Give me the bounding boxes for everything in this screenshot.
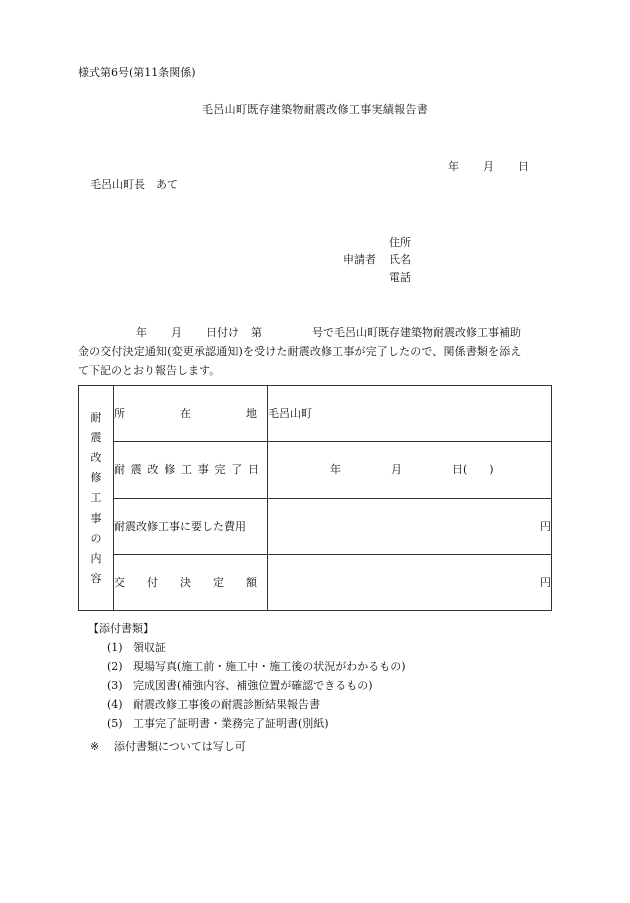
date-year: 年 — [448, 160, 459, 173]
work-details-table — [78, 385, 552, 611]
side-char: 事 — [90, 511, 102, 525]
attachment-item — [107, 641, 166, 654]
label-char: 付 — [147, 575, 158, 589]
label-char: 震 — [130, 463, 142, 477]
completion-label — [114, 442, 268, 498]
location-label — [114, 386, 268, 442]
completion-year: 年 — [330, 463, 341, 477]
body-day-dated: 日付け — [206, 326, 239, 339]
label-char: 耐 — [114, 463, 125, 477]
label-char: 定 — [213, 575, 224, 589]
note-text: 添付書類については写し可 — [114, 740, 246, 753]
submission-date — [448, 160, 529, 173]
table-row-grant — [79, 554, 552, 610]
label-char: 地 — [246, 407, 257, 421]
side-char: 容 — [90, 572, 102, 586]
side-char: 内 — [90, 551, 102, 565]
side-label — [79, 386, 114, 611]
attachment-number: (2) — [107, 660, 123, 673]
attachments-heading: 【添付書類】 — [88, 622, 154, 635]
side-char: 震 — [90, 430, 102, 444]
applicant-role-label: 申請者 — [343, 253, 376, 266]
attachment-text: 現場写真(施工前・施工中・施工後の状況がわかるもの) — [133, 660, 406, 673]
label-char: 決 — [180, 575, 191, 589]
table-row-location — [79, 386, 552, 442]
attachment-text: 工事完了証明書・業務完了証明書(別紙) — [133, 717, 329, 730]
label-char: 日 — [248, 463, 259, 477]
completion-day: 日( ) — [452, 463, 494, 477]
label-char: 額 — [246, 575, 257, 589]
attachment-text: 完成図書(補強内容、補強位置が確認できるもの) — [133, 679, 373, 692]
attachment-text: 耐震改修工事後の耐震診断結果報告書 — [133, 698, 320, 711]
table-row-completion — [79, 442, 552, 498]
label-char: 事 — [197, 463, 209, 477]
label-char: 在 — [180, 407, 191, 421]
form-number: 様式第6号(第11条関係) — [78, 66, 196, 79]
body-line-1 — [78, 326, 521, 339]
attachment-item — [107, 679, 373, 692]
completion-date-value — [268, 442, 552, 498]
body-line-2: 金の交付決定通知(変更承認通知)を受けた耐震改修工事が完了したので、関係書類を添え — [78, 345, 522, 358]
addressee: 毛呂山町長 あて — [90, 178, 178, 191]
body-month: 月 — [171, 326, 182, 339]
body-line1-rest: 号で毛呂山町既存建築物耐震改修工事補助 — [312, 326, 521, 339]
side-char: 改 — [90, 451, 102, 465]
side-char: 工 — [90, 491, 102, 505]
document-title: 毛呂山町既存建築物耐震改修工事実績報告書 — [202, 103, 428, 116]
attachment-number: (3) — [107, 679, 123, 692]
cost-unit: 円 — [268, 498, 552, 554]
side-char: 修 — [90, 471, 102, 485]
label-char: 修 — [164, 463, 176, 477]
attachment-item — [107, 717, 329, 730]
attachment-number: (5) — [107, 717, 123, 730]
completion-month: 月 — [391, 463, 402, 477]
label-char: 工 — [181, 463, 192, 477]
attachment-text: 領収証 — [133, 641, 166, 654]
cost-label: 耐震改修工事に要した費用 — [114, 498, 268, 554]
attachment-item — [107, 660, 406, 673]
location-value: 毛呂山町 — [268, 386, 552, 442]
date-day: 日 — [518, 160, 529, 173]
body-line-3: て下記のとおり報告します。 — [78, 364, 221, 377]
label-char: 了 — [231, 463, 243, 477]
attachment-number: (1) — [107, 641, 123, 654]
label-char: 交 — [114, 575, 125, 589]
side-char: 耐 — [90, 410, 102, 424]
attachment-number: (4) — [107, 698, 123, 711]
copy-note — [90, 740, 246, 753]
table-row-cost — [79, 498, 552, 554]
label-char: 改 — [147, 463, 159, 477]
grant-label — [114, 554, 268, 610]
grant-unit: 円 — [268, 554, 552, 610]
date-month: 月 — [483, 160, 494, 173]
side-char: の — [90, 531, 102, 545]
note-mark-icon: ※ — [90, 740, 100, 753]
body-year: 年 — [136, 326, 147, 339]
body-dai: 第 — [251, 326, 262, 339]
label-char: 所 — [114, 407, 125, 421]
applicant-phone-label: 電話 — [389, 271, 411, 284]
applicant-address-label: 住所 — [389, 236, 411, 249]
attachment-item — [107, 698, 320, 711]
label-char: 完 — [214, 463, 226, 477]
applicant-name-label: 氏名 — [389, 253, 411, 266]
